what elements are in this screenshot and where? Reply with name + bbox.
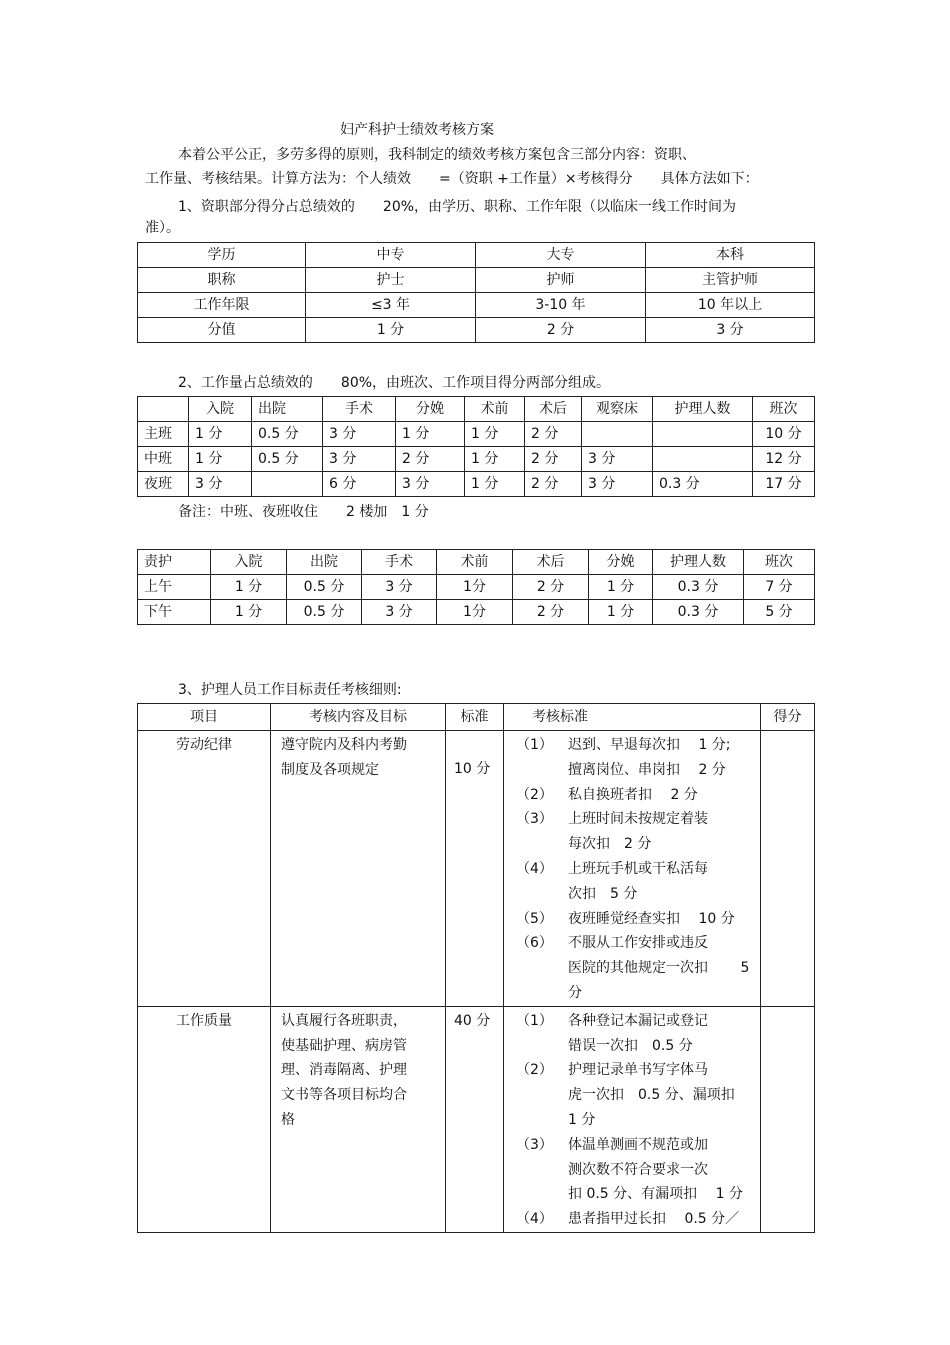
criteria-text: 各种登记本漏记或登记: [568, 1012, 708, 1029]
table-row: [138, 293, 815, 318]
table-cell: [653, 447, 753, 472]
table-cell: 12 分: [753, 447, 815, 472]
table-header-cell: 考核内容及目标: [271, 704, 446, 731]
table-header-cell: 术后: [525, 397, 582, 422]
table-cell: 1 分: [306, 318, 476, 343]
table-cell: 10 分: [753, 422, 815, 447]
table-row: [138, 575, 815, 600]
table-cell: 职称: [138, 268, 306, 293]
table-cell: [653, 422, 753, 447]
table-cell: 1 分: [465, 472, 525, 497]
criteria-number: （5）: [516, 910, 553, 927]
table-row: [138, 731, 815, 1007]
table-cell: 3 分: [362, 575, 437, 600]
table-row: [138, 447, 815, 472]
criteria-line: [512, 956, 754, 981]
table-cell: 3 分: [362, 600, 437, 625]
table-cell: 6 分: [323, 472, 396, 497]
content-line: 遵守院内及科内考勤: [281, 737, 407, 753]
criteria-line: [512, 1009, 754, 1034]
table-cell: 中班: [138, 447, 189, 472]
table-cell: 分值: [138, 318, 306, 343]
table-cell: 1分: [437, 600, 513, 625]
table-header-cell: 责护: [138, 550, 211, 575]
table-cell: 本科: [646, 243, 815, 268]
page-title: 妇产科护士绩效考核方案: [340, 122, 494, 138]
criteria-line: [512, 882, 754, 907]
criteria-line: [512, 1133, 754, 1158]
criteria-number: （2）: [516, 1062, 553, 1079]
table-header-cell: 班次: [744, 550, 815, 575]
intro-line-1: 本着公平公正，多劳多得的原则，我科制定的绩效考核方案包含三部分内容：资职、: [178, 147, 696, 163]
table-header-cell: 班次: [753, 397, 815, 422]
table-cell: 1 分: [589, 600, 653, 625]
table-cell: 3 分: [582, 447, 653, 472]
table-cell: 3 分: [582, 472, 653, 497]
table-cell: 工作年限: [138, 293, 306, 318]
table-cell: 1 分: [211, 575, 287, 600]
criteria-line: [512, 931, 754, 956]
table-header-cell: 得分: [761, 704, 815, 731]
table-header-cell: 出院: [287, 550, 362, 575]
table-header-cell: 手术: [362, 550, 437, 575]
table-header-cell: 入院: [211, 550, 287, 575]
table-header-cell: 入院: [189, 397, 252, 422]
content-cell: [271, 1006, 446, 1232]
item-label: 劳动纪律: [176, 737, 232, 753]
content-line: 格: [281, 1111, 295, 1128]
content-line: 使基础护理、病房管: [281, 1037, 407, 1054]
criteria-text: 错误一次扣 0.5 分: [568, 1037, 693, 1054]
criteria-line: [512, 1108, 754, 1133]
criteria-text: 护理记录单书写字体马: [568, 1062, 708, 1079]
criteria-line: [512, 733, 754, 758]
criteria-text: 迟到、早退每次扣 1 分;: [568, 737, 731, 753]
table-row: [138, 472, 815, 497]
standard-cell: [446, 1006, 504, 1232]
table-header-cell: [138, 397, 189, 422]
table-cell: 2 分: [513, 600, 589, 625]
table2-note: 备注：中班、夜班收住 2 楼加 1 分: [178, 504, 429, 520]
criteria-line: [512, 1158, 754, 1183]
table-cell: 1 分: [211, 600, 287, 625]
table-cell: 0.5 分: [252, 422, 323, 447]
criteria-number: （4）: [516, 860, 553, 877]
criteria-number: （3）: [516, 811, 553, 828]
table-header-cell: 项目: [138, 704, 271, 731]
table-cell: 2 分: [396, 447, 465, 472]
table-cell: 3-10 年: [476, 293, 646, 318]
section3-heading: 3、护理人员工作目标责任考核细则:: [178, 682, 402, 698]
criteria-line: [512, 758, 754, 783]
criteria-text: 体温单测画不规范或加: [568, 1136, 708, 1153]
table-header-cell: 手术: [323, 397, 396, 422]
criteria-line: [512, 783, 754, 808]
criteria-text: 擅离岗位、串岗扣 2 分: [568, 761, 726, 778]
table-cell: 1分: [437, 575, 513, 600]
content-line: 文书等各项目标均合: [281, 1087, 407, 1104]
table-header-row: [138, 550, 815, 575]
criteria-text: 上班时间未按规定着装: [568, 811, 708, 828]
table-row: [138, 318, 815, 343]
table-header-cell: 护理人数: [653, 397, 753, 422]
content-line: 制度及各项规定: [281, 761, 379, 778]
criteria-line: [512, 1058, 754, 1083]
table-cell: 3 分: [323, 422, 396, 447]
standard-value: 10 分: [454, 761, 491, 777]
table-cell: 0.5 分: [287, 600, 362, 625]
table-cell: ≤3 年: [306, 293, 476, 318]
primary-nurse-table: [137, 549, 815, 625]
table-cell: 下午: [138, 600, 211, 625]
table-cell: 1 分: [589, 575, 653, 600]
standard-value: 40 分: [454, 1012, 491, 1029]
content-line: 理、消毒隔离、护理: [281, 1062, 407, 1079]
table-header-cell: 考核标准: [504, 704, 761, 731]
criteria-cell: [504, 1006, 761, 1232]
criteria-text: 扣 0.5 分、有漏项扣 1 分: [568, 1186, 743, 1203]
table-row: [138, 600, 815, 625]
criteria-text: 次扣 5 分: [568, 885, 638, 902]
intro-line-2: 工作量、考核结果。计算方法为：个人绩效 =（资职 +工作量）×考核得分 具体方法如下：: [145, 171, 759, 187]
section2-heading: 2、工作量占总绩效的 80%，由班次、工作项目得分两部分组成。: [178, 375, 611, 391]
table-cell: 2 分: [476, 318, 646, 343]
criteria-text: 虎一次扣 0.5 分、漏项扣: [568, 1087, 735, 1104]
criteria-text: 每次扣 2 分: [568, 836, 652, 853]
score-cell: [761, 1006, 815, 1232]
criteria-text: 不服从工作安排或违反: [568, 935, 708, 952]
table-header-cell: 护理人数: [653, 550, 744, 575]
table-cell: 7 分: [744, 575, 815, 600]
item-cell: [138, 1006, 271, 1232]
criteria-number: （2）: [516, 786, 553, 803]
table-cell: 护师: [476, 268, 646, 293]
criteria-text: 患者指甲过长扣 0.5 分／: [568, 1211, 740, 1228]
table-cell: 1 分: [465, 447, 525, 472]
table-cell: 17 分: [753, 472, 815, 497]
section1-line-2: 准）。: [145, 220, 180, 236]
score-cell: [761, 731, 815, 1007]
item-cell: [138, 731, 271, 1007]
table-cell: 1 分: [396, 422, 465, 447]
table-header-row: [138, 704, 815, 731]
table-cell: 3 分: [323, 447, 396, 472]
table-cell: 0.5 分: [252, 447, 323, 472]
table-cell: 2 分: [525, 472, 582, 497]
criteria-line: [512, 1207, 754, 1232]
table-row: [138, 1006, 815, 1232]
table-row: [138, 422, 815, 447]
criteria-text: 1 分: [568, 1111, 596, 1128]
criteria-line: [512, 1182, 754, 1207]
criteria-text: 医院的其他规定一次扣 5: [568, 960, 750, 977]
criteria-cell: [504, 731, 761, 1007]
table-cell: 0.3 分: [653, 600, 744, 625]
table-cell: 2 分: [525, 447, 582, 472]
table-header-row: [138, 397, 815, 422]
table-cell: 3 分: [189, 472, 252, 497]
criteria-line: [512, 1083, 754, 1108]
table-cell: 大专: [476, 243, 646, 268]
table-cell: 3 分: [646, 318, 815, 343]
table-cell: 0.3 分: [653, 472, 753, 497]
table-header-cell: 术后: [513, 550, 589, 575]
criteria-line: [512, 807, 754, 832]
section1-line-1: 1、资职部分得分占总绩效的 20%，由学历、职称、工作年限（以临床一线工作时间为: [178, 199, 737, 215]
table-cell: 1 分: [465, 422, 525, 447]
table-cell: 护士: [306, 268, 476, 293]
table-header-cell: 分娩: [396, 397, 465, 422]
table-cell: 0.5 分: [287, 575, 362, 600]
table-header-cell: 分娩: [589, 550, 653, 575]
table-header-cell: 出院: [252, 397, 323, 422]
content-line: 认真履行各班职责，: [281, 1012, 407, 1029]
content-cell: [271, 731, 446, 1007]
table-cell: 1 分: [189, 447, 252, 472]
table-cell: [252, 472, 323, 497]
criteria-number: （1）: [516, 1012, 553, 1029]
criteria-number: （1）: [516, 737, 553, 753]
table-cell: 1 分: [189, 422, 252, 447]
criteria-text: 私自换班者扣 2 分: [568, 786, 698, 803]
table-header-cell: 观察床: [582, 397, 653, 422]
criteria-text: 分: [568, 984, 582, 1001]
table-cell: 2 分: [513, 575, 589, 600]
table-cell: 夜班: [138, 472, 189, 497]
standard-cell: [446, 731, 504, 1007]
assessment-table: [137, 703, 815, 1233]
table-cell: 5 分: [744, 600, 815, 625]
criteria-number: （3）: [516, 1136, 553, 1153]
criteria-line: [512, 1034, 754, 1059]
table-cell: [582, 422, 653, 447]
table-header-cell: 术前: [465, 397, 525, 422]
table-cell: 10 年以上: [646, 293, 815, 318]
table-cell: 3 分: [396, 472, 465, 497]
criteria-line: [512, 857, 754, 882]
criteria-text: 夜班睡觉经查实扣 10 分: [568, 910, 735, 927]
table-row: [138, 268, 815, 293]
table-header-cell: 术前: [437, 550, 513, 575]
criteria-number: （6）: [516, 935, 553, 952]
table-cell: 学历: [138, 243, 306, 268]
criteria-line: [512, 981, 754, 1006]
table-header-cell: 标准: [446, 704, 504, 731]
criteria-line: [512, 832, 754, 857]
qualification-table: [137, 242, 815, 343]
table-row: [138, 243, 815, 268]
table-cell: 主班: [138, 422, 189, 447]
item-label: 工作质量: [176, 1012, 232, 1029]
criteria-text: 上班玩手机或干私活每: [568, 860, 708, 877]
table-cell: 2 分: [525, 422, 582, 447]
table-cell: 中专: [306, 243, 476, 268]
criteria-number: （4）: [516, 1211, 553, 1228]
table-cell: 上午: [138, 575, 211, 600]
table-cell: 0.3 分: [653, 575, 744, 600]
criteria-text: 测次数不符合要求一次: [568, 1161, 708, 1178]
table-cell: 主管护师: [646, 268, 815, 293]
criteria-line: [512, 907, 754, 932]
workload-table: [137, 396, 815, 497]
